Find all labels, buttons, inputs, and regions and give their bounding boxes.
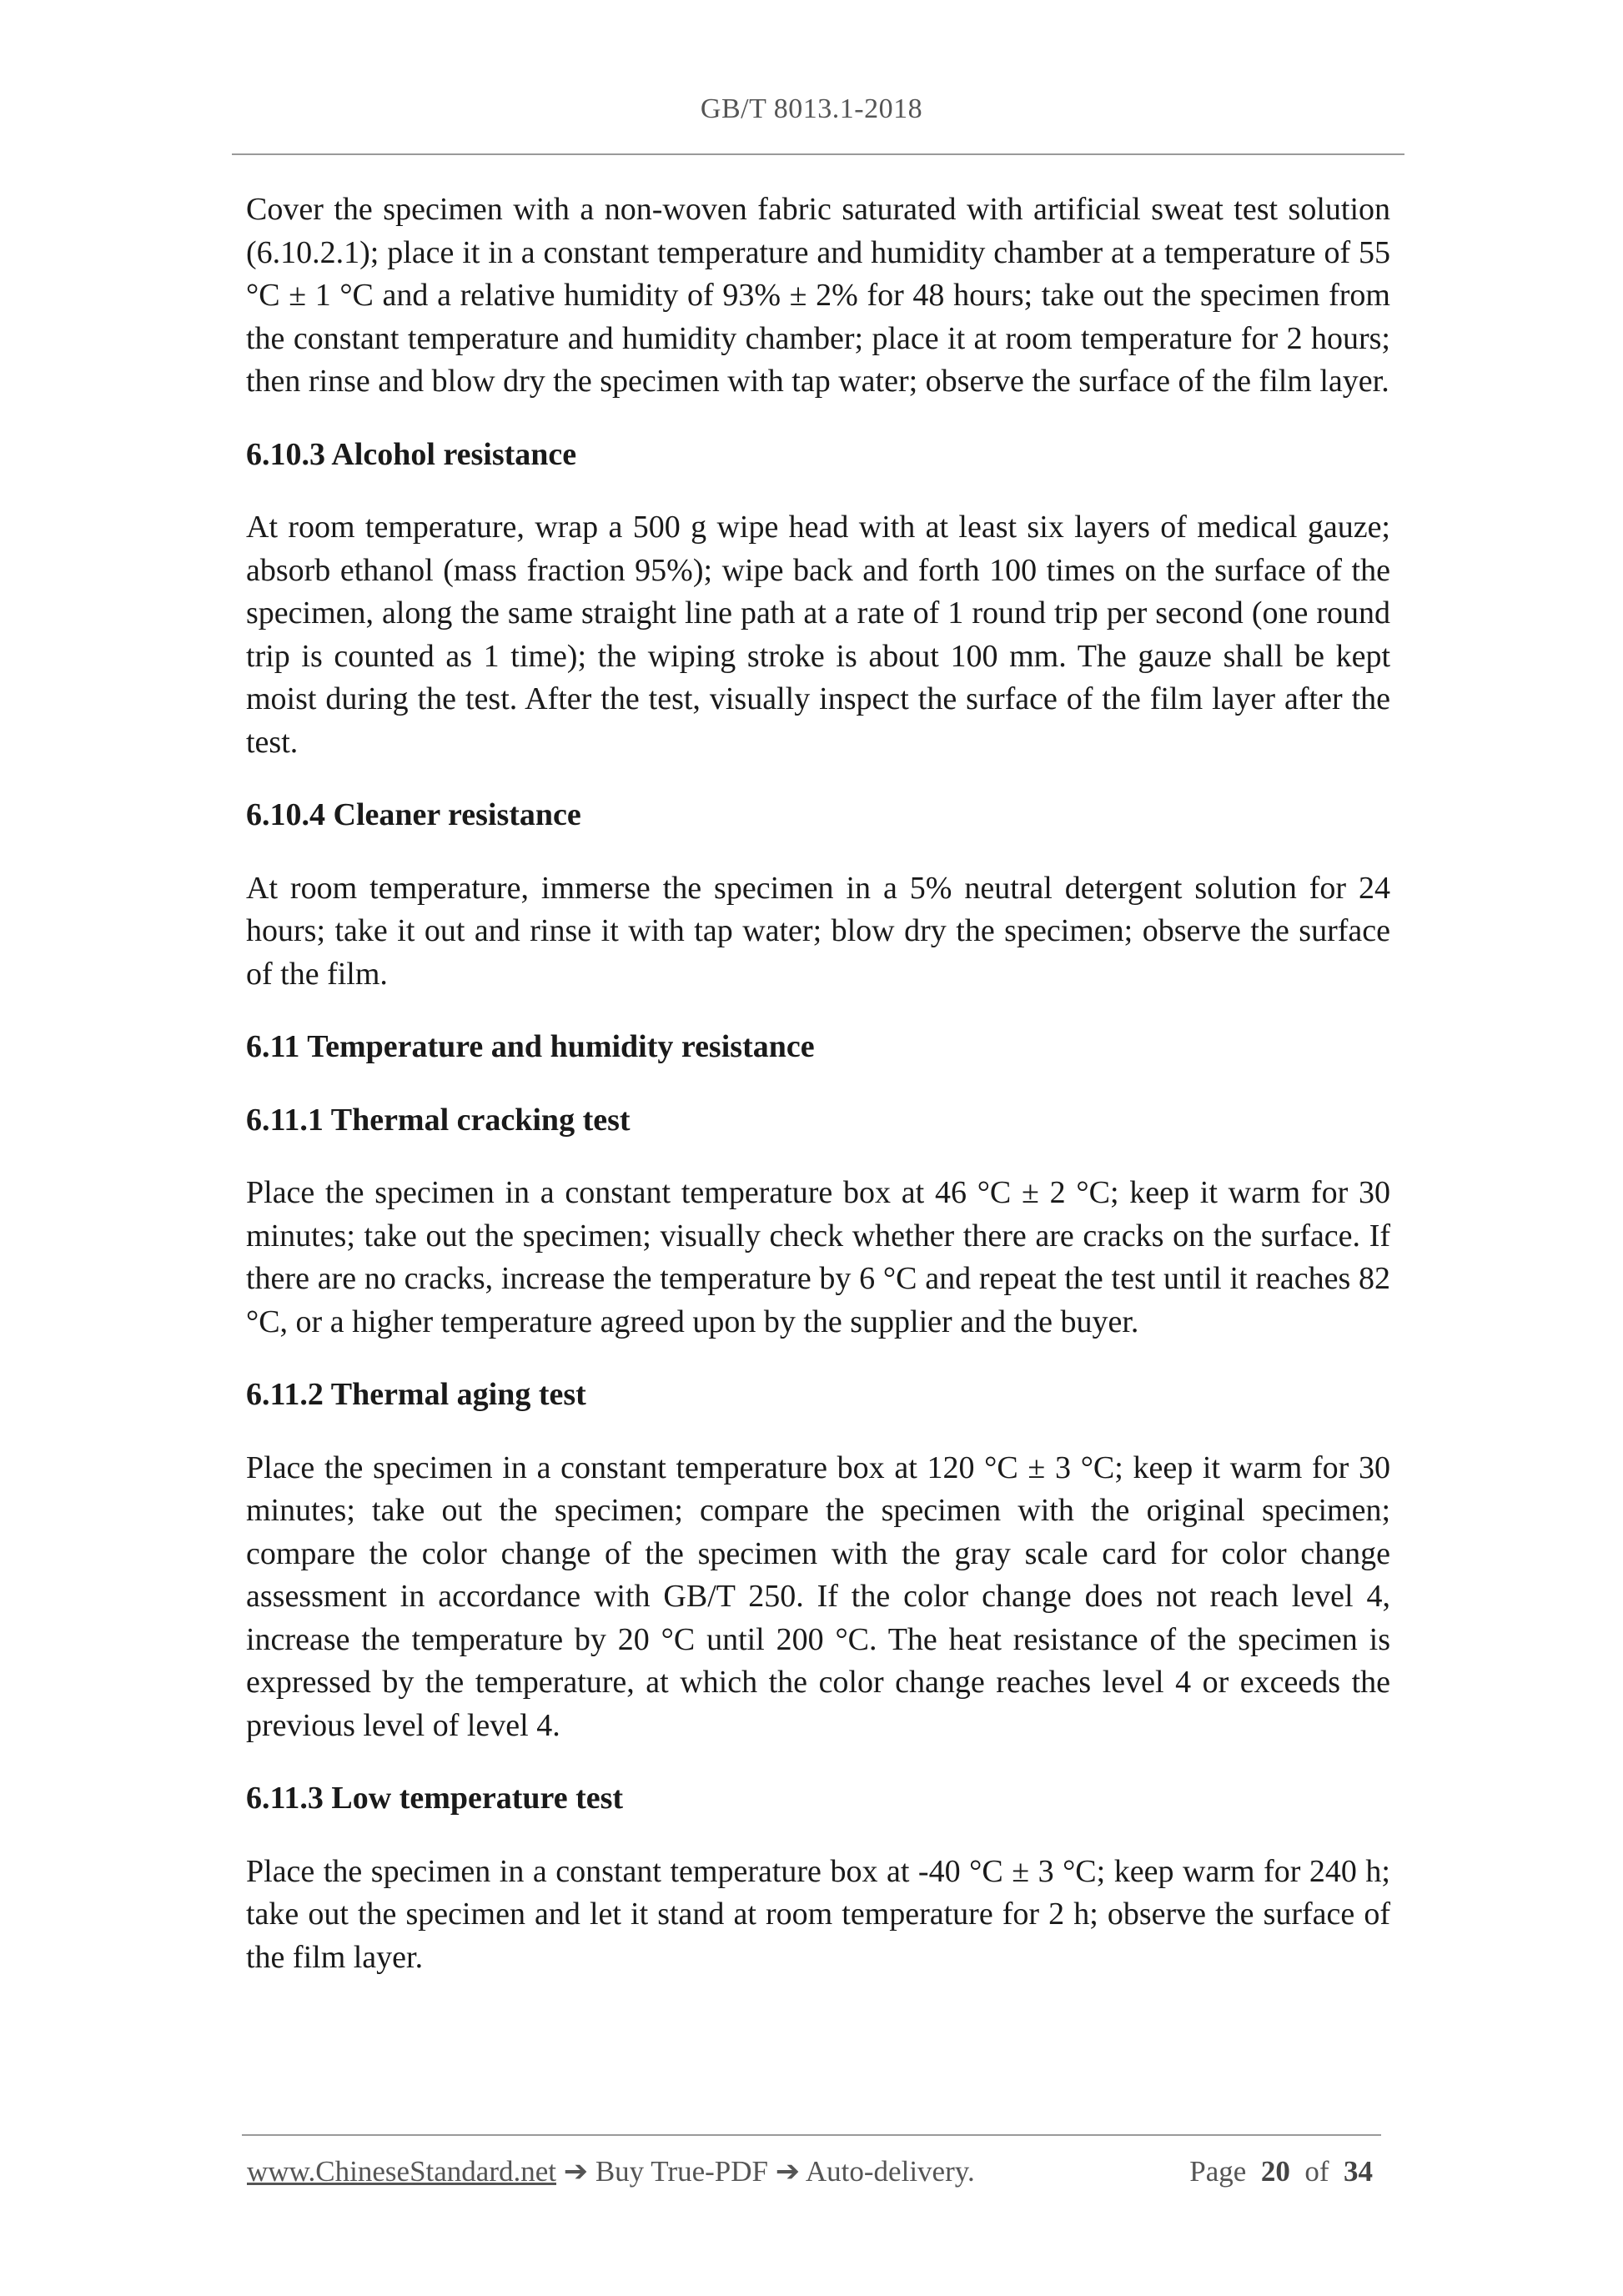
paragraph-thermal-aging: Place the specimen in a constant temperature box at 120 °C ± 3 °C; keep it warm for 30 minutes; take out the specimen; compare the specimen with the original specimen; compare the color change of the specimen with the gray scale card for color change assessment in accordance with GB/T 250. If the color change does not reach level 4, increase the temperature by 20 °C until 200 °C. The heat resistance of the specimen is expressed by the temperature, at which the color change reaches level 4 or exceeds the previous level of level 4. xyxy=(246,1449,1390,1743)
footer-divider xyxy=(242,2134,1381,2136)
arrow-right-icon: ➔ xyxy=(775,2155,801,2188)
paragraph-low-temperature: Place the specimen in a constant temperature box at -40 °C ± 3 °C; keep warm for 240 h; take out the specimen and let it stand at room temperature for 2 h; observe the surface of the film layer. xyxy=(246,1853,1390,1975)
heading-6-11: 6.11 Temperature and humidity resistance xyxy=(246,1029,815,1064)
heading-6-10-4: 6.10.4 Cleaner resistance xyxy=(246,797,581,832)
paragraph-cleaner-resistance: At room temperature, immerse the specimen in a 5% neutral detergent solution for 24 hours; take it out and rinse it with tap water; blow dry the specimen; observe the surface of the film. xyxy=(246,870,1390,992)
buy-true-pdf-text: Buy True-PDF xyxy=(595,2155,768,2188)
page-of-label: of xyxy=(1304,2155,1329,2188)
heading-6-11-2: 6.11.2 Thermal aging test xyxy=(246,1377,586,1412)
paragraph-thermal-cracking: Place the specimen in a constant temperature box at 46 °C ± 2 °C; keep it warm for 30 minutes; take out the specimen; visually check whether there are cracks on the surface. If there are no cracks, increase the temperature by 6 °C and repeat the test until it reaches 82 °C, or a higher temperature agreed upon by the supplier and the buyer. xyxy=(246,1175,1390,1339)
page-header-title: GB/T 8013.1-2018 xyxy=(700,93,923,124)
page-number xyxy=(1189,2155,1373,2188)
page-current: 20 xyxy=(1260,2155,1290,2188)
paragraph-alcohol-resistance: At room temperature, wrap a 500 g wipe head with at least six layers of medical gauze; absorb ethanol (mass fraction 95%); wipe back and forth 100 times on the surface of the specimen, along the same straight line path at a rate of 1 round trip per second (one round trip is counted as 1 time); the wiping stroke is about 100 mm. The gauze shall be kept moist during the test. After the test, visually inspect the surface of the film layer after the test. xyxy=(246,510,1390,760)
page-label: Page xyxy=(1189,2155,1247,2188)
arrow-right-icon: ➔ xyxy=(563,2155,589,2188)
website-link[interactable]: www.ChineseStandard.net xyxy=(247,2155,556,2188)
header-divider xyxy=(232,153,1404,155)
page-total: 34 xyxy=(1344,2155,1373,2188)
heading-6-10-3: 6.10.3 Alcohol resistance xyxy=(246,436,577,472)
page-footer xyxy=(247,2155,1381,2188)
heading-6-11-3: 6.11.3 Low temperature test xyxy=(246,1781,624,1816)
heading-6-11-1: 6.11.1 Thermal cracking test xyxy=(246,1102,631,1138)
auto-delivery-text: Auto-delivery. xyxy=(805,2155,975,2188)
paragraph-sweat-test: Cover the specimen with a non-woven fabric saturated with artificial sweat test solution (6.10.2.1); place it in a constant temperature and humidity chamber at a temperature of 55 °C ± 1 °C and a relative humidity of 93% ± 2% for 48 hours; take out the specimen from the constant temperature and humidity chamber; place it at room temperature for 2 hours; then rinse and blow dry the specimen with tap water; observe the surface of the film layer. xyxy=(246,192,1390,399)
document-body xyxy=(246,188,1390,2009)
